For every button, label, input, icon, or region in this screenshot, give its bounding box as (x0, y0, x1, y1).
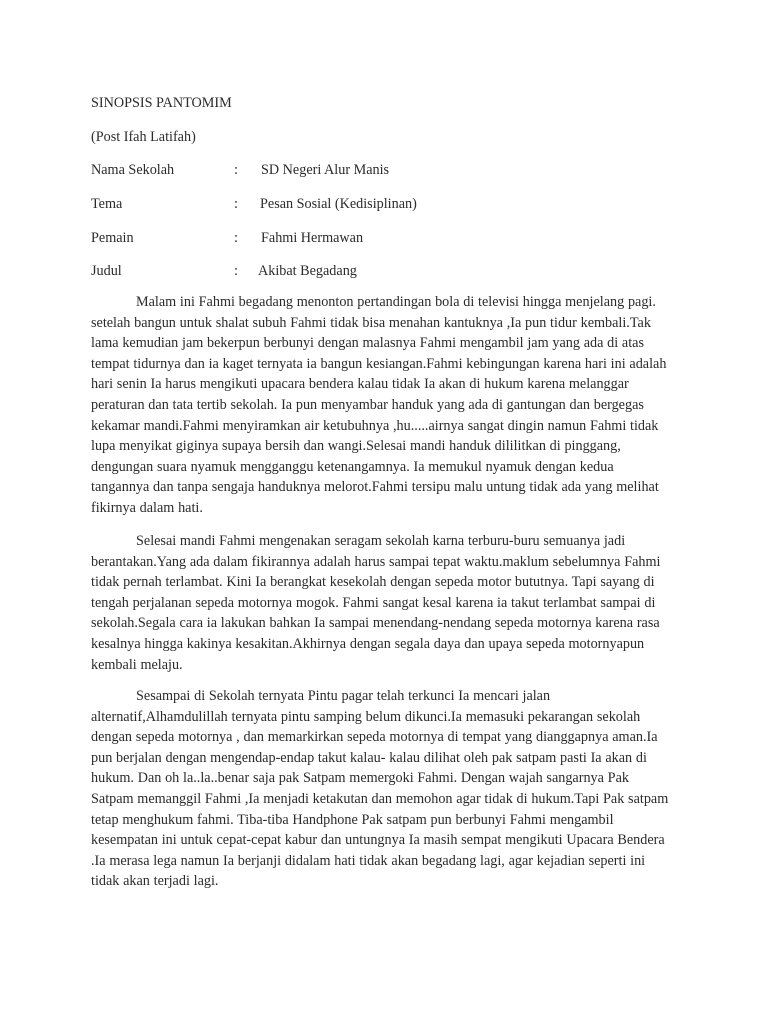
field-value: Fahmi Hermawan (261, 230, 364, 246)
field-colon: : (234, 263, 238, 279)
field-label: Tema (91, 196, 123, 212)
field-label: Judul (91, 263, 122, 279)
field-value: Pesan Sosial (Kedisiplinan) (260, 196, 417, 212)
field-row-theme (91, 194, 691, 214)
field-colon: : (234, 230, 238, 246)
document-title: SINOPSIS PANTOMIM (91, 95, 232, 111)
paragraph: Sesampai di Sekolah ternyata Pintu pagar telah terkunci Ia mencari jalan alternatif,Alhamdulillah ternyata pintu samping belum dikunci.Ia memasuki pekarangan sekolah dengan sepeda motornya , dan memarkirkan sepeda motornya di tempat yang dianggapnya aman.Ia pun berjalan dengan mengendap-endap takut kalau- kalau dilihat oleh pak satpam pasti Ia akan di hukum. Dan oh la..la..benar saja pak Satpam memergoki Fahmi. Dengan wajah sangarnya Pak Satpam memanggil Fahmi ,Ia menjadi ketakutan dan memohon agar tidak di hukum.Tapi Pak satpam tetap menghukum fahmi. Tiba-tiba Handphone Pak satpam pun berbunyi Fahmi mengambil kesempatan ini untuk cepat-cepat kabur dan untungnya Ia masih sempat mengikuti Upacara Bendera .Ia merasa lega namun Ia berjanji didalam hati tidak akan begadang lagi, agar kejadian seperti ini tidak akan terjadi lagi. (91, 688, 669, 890)
field-row-title (91, 261, 691, 281)
field-value: Akibat Begadang (258, 263, 357, 279)
field-row-player (91, 228, 691, 248)
paragraph: Selesai mandi Fahmi mengenakan seragam sekolah karna terburu-buru semuanya jadi berantakan.Yang ada dalam fikirannya adalah harus sampai tepat waktu.maklum sebelumnya Fahmi tidak pernah terlambat. Kini Ia berangkat kesekolah dengan sepeda motor bututnya. Tapi sayang di tengah perjalanan sepeda motornya mogok. Fahmi sangat kesal karena ia takut terlambat sampai di sekolah.Segala cara ia lakukan bahkan Ia sampai menendang-nendang sepeda motornya karena rasa kesalnya hingga kakinya kesakitan.Akhirnya dengan segala daya dan upaya sepeda motornyapun kembali melaju. (91, 533, 661, 673)
field-label: Pemain (91, 230, 134, 246)
field-colon: : (234, 162, 238, 178)
author-note: (Post Ifah Latifah) (91, 129, 196, 145)
field-colon: : (234, 196, 238, 212)
field-label: Nama Sekolah (91, 162, 175, 178)
paragraph: Malam ini Fahmi begadang menonton pertandingan bola di televisi hingga menjelang pagi. setelah bangun untuk shalat subuh Fahmi tidak bisa menahan kantuknya ,Ia pun tidur kembali.Tak lama kemudian jam bekerpun berbunyi dengan malasnya Fahmi mengambil jam yang ada di atas tempat tidurnya dan ia kaget ternyata ia bangun kesiangan.Fahmi kebingungan karena hari ini adalah hari senin Ia harus mengikuti upacara bendera kalau tidak Ia akan di hukum karena melanggar peraturan dan tata tertib sekolah. Ia pun menyambar handuk yang ada di gantungan dan bergegas kekamar mandi.Fahmi menyiramkan air ketubuhnya ,hu.....airnya sangat dingin namun Fahmi tidak lupa menyikat giginya supaya bersih dan wangi.Selesai mandi handuk dililitkan di pinggang, dengungan suara nyamuk mengganggu ketenangamnya. Ia memukul nyamuk dengan kedua tangannya dan tanpa sengaja handuknya melorot.Fahmi tersipu malu untung tidak ada yang melihat fikirnya dalam hati. (91, 294, 667, 516)
field-value: SD Negeri Alur Manis (261, 162, 390, 178)
field-row-school (91, 160, 691, 180)
